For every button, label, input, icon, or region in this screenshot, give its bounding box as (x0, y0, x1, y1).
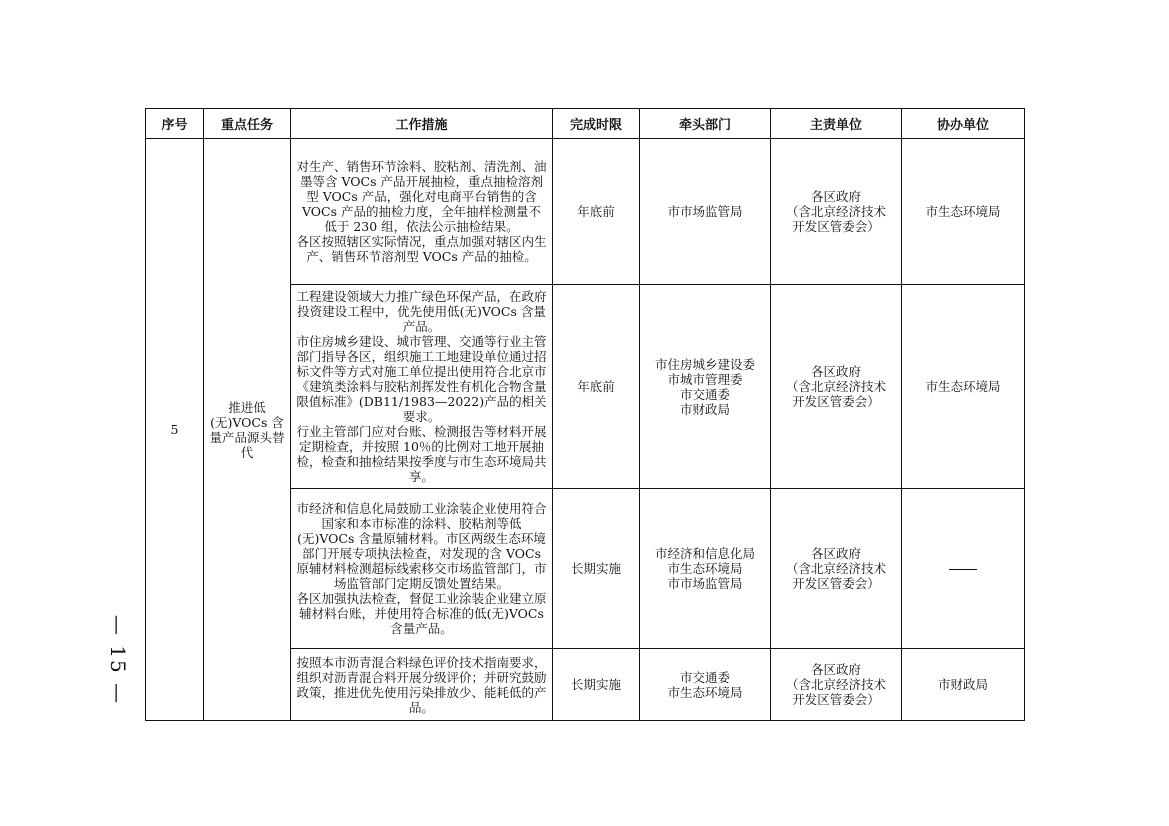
header-deadline: 完成时限 (553, 109, 640, 139)
seq-cell: 5 (146, 139, 204, 721)
measure-paragraph: 市住房城乡建设、城市管理、交通等行业主管部门指导各区，组织施工工地建设单位通过招标文件等方式对施工单位提出使用符合北京市《建筑类涂料与胶粘剂挥发性有机化合物含量限值标准》(DB11/1983—2022)产品的相关要求。 (296, 334, 547, 424)
responsible-line: 开发区管委会） (792, 576, 880, 591)
assist-unit-cell (902, 489, 1025, 649)
lead-dept-line: 市经济和信息化局 (654, 546, 755, 561)
responsible-line: 开发区管委会） (792, 692, 880, 707)
measures-cell (291, 649, 553, 721)
deadline-cell: 长期实施 (553, 489, 640, 649)
measures-cell (291, 139, 553, 285)
responsible-unit-cell (771, 285, 902, 489)
responsible-line: （含北京经济技术 (785, 379, 886, 394)
lead-dept-line: 市市场监管局 (667, 576, 743, 591)
measure-paragraph: 各区按照辖区实际情况，重点加强对辖区内生产、销售环节溶剂型 VOCs 产品的抽检。 (296, 234, 547, 264)
measure-paragraph: 行业主管部门应对台账、检测报告等材料开展定期检查，并按照 10％的比例对工地开展抽检，检查和抽检结果按季度与市生态环境局共享。 (296, 424, 547, 484)
measure-paragraph: 按照本市沥青混合料绿色评价技术指南要求，组织对沥青混合料开展分级评价；并研究鼓励政策，推进优先使用污染排放少、能耗低的产品。 (296, 654, 547, 715)
responsible-unit-cell (771, 649, 902, 721)
table-row (146, 139, 1025, 285)
lead-dept-cell (640, 649, 771, 721)
header-responsible-unit: 主责单位 (771, 109, 902, 139)
responsible-line: （含北京经济技术 (785, 204, 886, 219)
deadline-cell: 年底前 (553, 139, 640, 285)
assist-unit-cell: 市财政局 (902, 649, 1025, 721)
header-lead-dept: 牵头部门 (640, 109, 771, 139)
lead-dept-line: 市生态环境局 (667, 684, 743, 700)
lead-dept-line: 市市场监管局 (667, 204, 743, 219)
responsible-line: 各区政府 (810, 364, 861, 379)
task-cell: 推进低(无)VOCs 含量产品源头替代 (204, 139, 291, 721)
measures-cell (291, 489, 553, 649)
responsible-line: （含北京经济技术 (785, 561, 886, 576)
header-task: 重点任务 (204, 109, 291, 139)
measure-paragraph: 工程建设领域大力推广绿色环保产品，在政府投资建设工程中，优先使用低(无)VOCs 含量产品。 (296, 289, 547, 334)
deadline-cell: 年底前 (553, 285, 640, 489)
page-number (98, 615, 138, 705)
lead-dept-cell (640, 489, 771, 649)
measure-paragraph: 对生产、销售环节涂料、胶粘剂、清洗剂、油墨等含 VOCs 产品开展抽检，重点抽检溶剂型 VOCs 产品，强化对电商平台销售的含 VOCs 产品的抽检力度，全年抽样检测量不低于 230 组，依法公示抽检结果。 (296, 159, 547, 234)
header-seq: 序号 (146, 109, 204, 139)
tasks-table (145, 108, 1025, 721)
responsible-line: 各区政府 (810, 546, 861, 561)
lead-dept-line: 市交通委 (679, 669, 730, 685)
measures-cell (291, 285, 553, 489)
lead-dept-cell (640, 285, 771, 489)
responsible-line: 各区政府 (810, 189, 861, 204)
lead-dept-line: 市财政局 (679, 401, 730, 417)
lead-dept-line: 市城市管理委 (667, 371, 743, 387)
page-number-text: — 15 — (106, 614, 131, 706)
measure-paragraph: 市经济和信息化局鼓励工业涂装企业使用符合国家和本市标准的涂料、胶粘剂等低(无)VOCs 含量原辅材料。市区两级生态环境部门开展专项执法检查，对发现的含 VOCs 原辅材料检测超标线索移交市场监管部门，市场监管部门定期反馈处置结果。 (296, 501, 547, 591)
responsible-line: 开发区管委会） (792, 219, 880, 234)
lead-dept-line: 市交通委 (679, 386, 730, 402)
lead-dept-line: 市住房城乡建设委 (654, 356, 755, 372)
header-assist-unit: 协办单位 (902, 109, 1025, 139)
lead-dept-line: 市生态环境局 (667, 561, 743, 576)
header-measures: 工作措施 (291, 109, 553, 139)
lead-dept-cell (640, 139, 771, 285)
assist-unit-cell: 市生态环境局 (902, 139, 1025, 285)
responsible-line: （含北京经济技术 (785, 677, 886, 692)
responsible-unit-cell (771, 489, 902, 649)
responsible-unit-cell (771, 139, 902, 285)
responsible-line: 开发区管委会） (792, 394, 880, 409)
empty-dash (949, 569, 977, 570)
table-header-row (146, 109, 1025, 139)
assist-unit-cell: 市生态环境局 (902, 285, 1025, 489)
measure-paragraph: 各区加强执法检查，督促工业涂装企业建立原辅材料台账，并使用符合标准的低(无)VOCs 含量产品。 (296, 591, 547, 636)
deadline-cell: 长期实施 (553, 649, 640, 721)
responsible-line: 各区政府 (810, 662, 861, 677)
